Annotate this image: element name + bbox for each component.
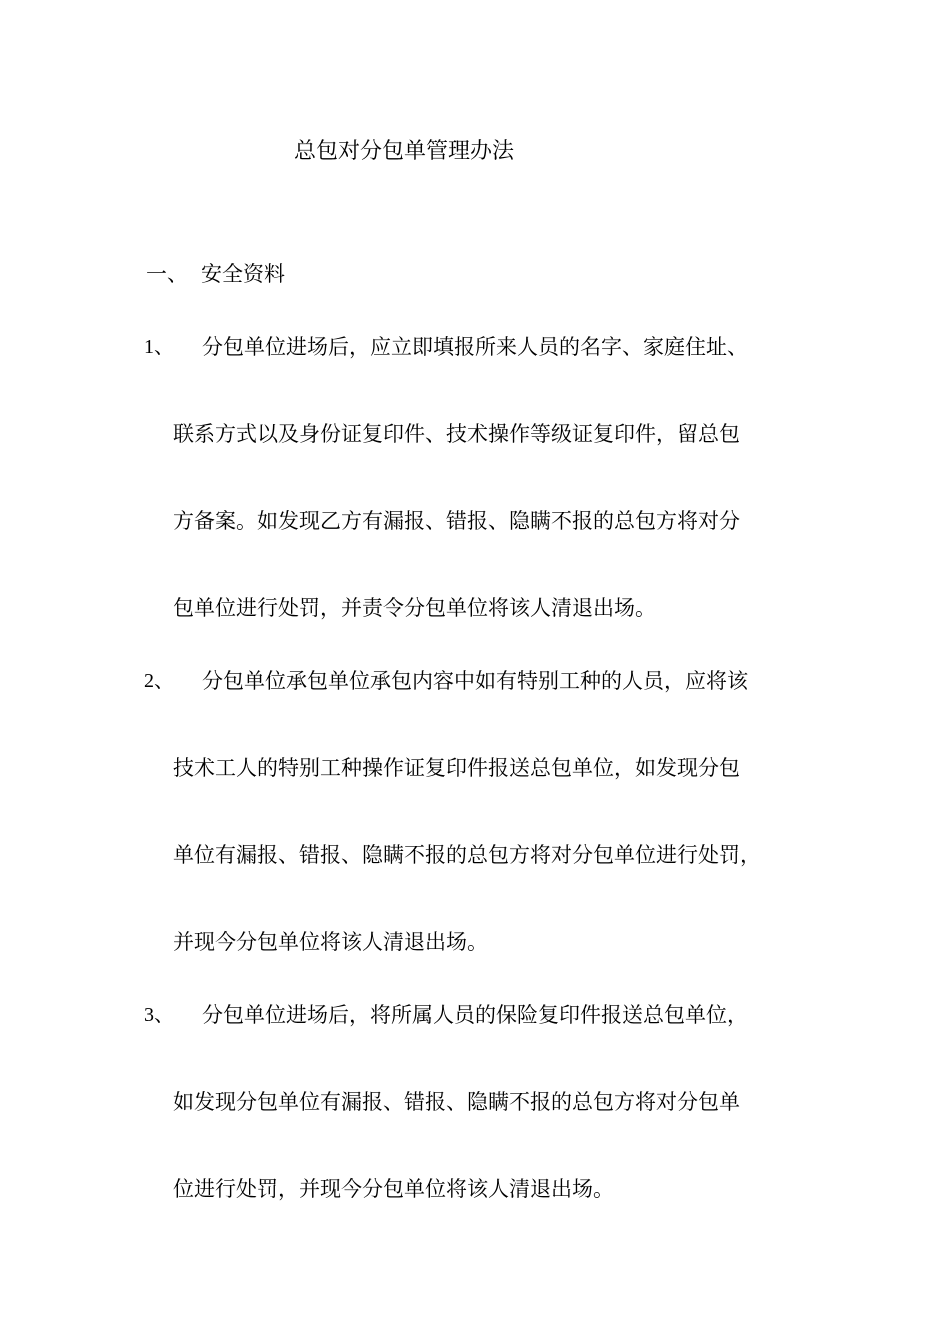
paragraph-line: 如发现分包单位有漏报、错报、隐瞒不报的总包方将对分包单 <box>173 1090 740 1114</box>
section-heading <box>146 260 285 288</box>
section-title: 安全资料 <box>201 262 285 286</box>
item-number: 1、 <box>144 336 174 358</box>
paragraph-line: 包单位进行处罚，并责令分包单位将该人清退出场。 <box>173 596 656 620</box>
item-number: 2、 <box>144 670 174 692</box>
paragraph-line: 联系方式以及身份证复印件、技术操作等级证复印件，留总包 <box>173 422 740 446</box>
paragraph-line: 分包单位进场后，应立即填报所来人员的名字、家庭住址、 <box>202 335 748 359</box>
paragraph-line: 方备案。如发现乙方有漏报、错报、隐瞒不报的总包方将对分 <box>173 509 740 533</box>
paragraph-line: 位进行处罚，并现今分包单位将该人清退出场。 <box>173 1177 614 1201</box>
paragraph-line: 分包单位进场后，将所属人员的保险复印件报送总包单位， <box>202 1003 748 1027</box>
item-number: 3、 <box>144 1004 174 1026</box>
paragraph-line: 并现今分包单位将该人清退出场。 <box>173 930 488 954</box>
paragraph-line: 分包单位承包单位承包内容中如有特别工种的人员，应将该 <box>202 669 748 693</box>
section-number: 一、 <box>146 262 188 286</box>
paragraph-line: 单位有漏报、错报、隐瞒不报的总包方将对分包单位进行处罚， <box>173 843 761 867</box>
paragraph-line: 技术工人的特别工种操作证复印件报送总包单位，如发现分包 <box>173 756 740 780</box>
document-title: 总包对分包单管理办法 <box>294 139 515 164</box>
